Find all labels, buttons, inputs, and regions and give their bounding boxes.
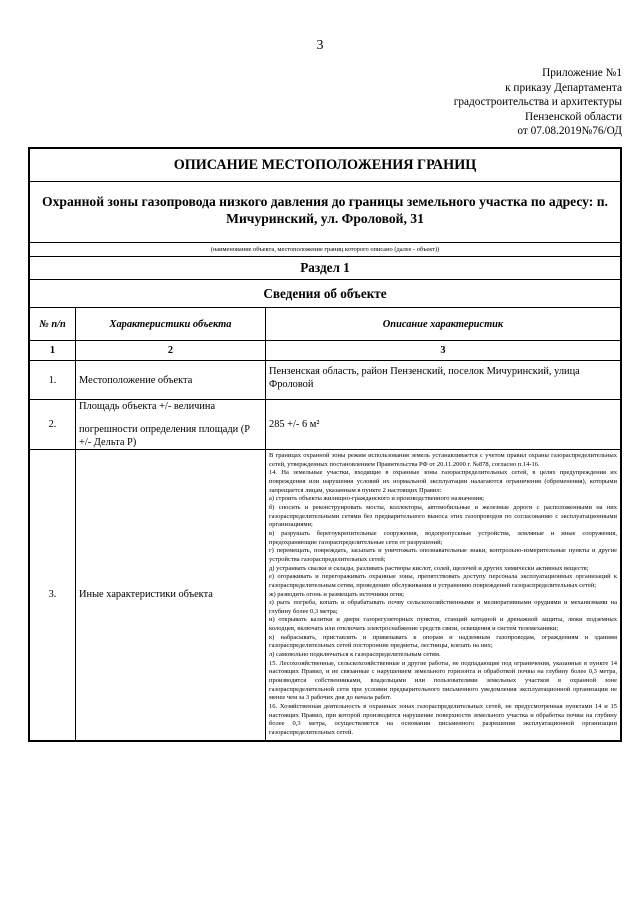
row-characteristic: Иные характеристики объекта: [76, 450, 266, 741]
paragraph: а) строить объекты жилищно-гражданского и производственного назначения;: [269, 495, 485, 503]
section-subtitle: Сведения об объекте: [30, 280, 621, 308]
header-characteristic: Характеристики объекта: [76, 308, 266, 341]
row-description: Пензенская область, район Пензенский, поселок Мичуринский, улица Фроловой: [266, 361, 621, 400]
paragraph: б) сносить и реконструировать мосты, коллекторы, автомобильные и железные дороги с расположенными на них газораспределительными сетями без предварительного выноса этих газопроводов по согласованию с эксплуатационными организациями;: [269, 503, 617, 529]
row-description: [266, 450, 621, 741]
paragraph: В границах охранной зоны режим использования земель устанавливается с учетом правил охраны газораспределительных сетей, утвержденных постановлением Правительства РФ от 20.11.2000 г. №878, согласно п.14-16.: [269, 452, 617, 468]
header-description: Описание характеристик: [266, 308, 621, 341]
row-number: 3.: [30, 450, 76, 741]
paragraph: г) перемещать, повреждать, засыпать и уничтожать опознавательные знаки, контрольно-измерительные пункты и другие устройства газораспределительных сетей;: [269, 547, 617, 563]
section-title: Раздел 1: [30, 257, 621, 280]
row-number: 2.: [30, 400, 76, 450]
table-header-row: [30, 308, 621, 341]
column-number: 1: [30, 341, 76, 361]
paragraph: е) огораживать и перегораживать охранные зоны, препятствовать доступу персонала эксплуатационных организаций к газораспределительным сетям, проведению обслуживания и устранению повреждений газораспределительных сетей;: [269, 573, 617, 589]
row-characteristic: [76, 400, 266, 450]
description-table: [29, 148, 621, 741]
table-row: [30, 450, 621, 741]
appendix-line: градостроительства и архитектуры: [453, 96, 622, 109]
paragraph: и) открывать калитки и двери газорегуляторных пунктов, станций катодной и дренажной защиты, люки подземных колодцев, включать или отключать электроснабжение средств связи, освещения и систем телемеханики;: [269, 616, 617, 633]
column-number-row: [30, 341, 621, 361]
document-frame: [28, 147, 622, 742]
page-number: 3: [316, 38, 324, 53]
appendix-line: от 07.08.2019№76/ОД: [517, 125, 622, 138]
paragraph: к) набрасывать, приставлять и привязывать к опорам и надземным газопроводам, ограждениям и зданиям газораспределительных сетей посторонние предметы, лестницы, влезать на них;: [269, 633, 617, 650]
paragraph: 14. На земельные участки, входящие в охранные зоны газораспределительных сетей, в целях предупреждения их повреждения или нарушения условий их нормальной эксплуатации налагаются ограничения (обременения), которыми запрещается лицам, указанным в пункте 2 настоящих Правил:: [269, 469, 617, 494]
document-subtitle: Охранной зоны газопровода низкого давления до границы земельного участка по адресу: п. Мичуринский, ул. Фроловой, 31: [30, 182, 621, 243]
table-row: [30, 400, 621, 450]
paragraph: д) устраивать свалки и склады, разливать растворы кислот, солей, щелочей и других химически активных веществ;: [269, 564, 589, 572]
row-number: 1.: [30, 361, 76, 400]
paragraph: з) рыть погреба, копать и обрабатывать почву сельскохозяйственными и мелиоративными орудиями и механизмами на глубину более 0,3 метра;: [269, 599, 617, 615]
area-label: Площадь объекта +/- величина: [79, 401, 216, 412]
paragraph: 16. Хозяйственная деятельность в охранных зонах газораспределительных сетей, не предусмотренная пунктами 14 и 15 настоящих Правил, при которой производится нарушение поверхности земельного участка и обработка почвы на глубину более 0,3 метра, осуществляется на основании письменного разрешения эксплуатационной организации газораспределительных сетей.: [269, 703, 617, 736]
appendix-line: Пензенской области: [525, 110, 622, 123]
paragraph: в) разрушать берегоукрепительные сооружения, водопропускные устройства, земляные и иные сооружения, предохраняющие газораспределительные сети от разрушений;: [269, 529, 617, 546]
object-note: (наименование объекта, местоположение границ которого описано (далее - объект)): [30, 243, 621, 257]
area-error-label: погрешности определения площади (Р +/- Дельта Р): [79, 424, 251, 448]
paragraph: ж) разводить огонь и размещать источники огня;: [269, 590, 405, 598]
document-title: ОПИСАНИЕ МЕСТОПОЛОЖЕНИЯ ГРАНИЦ: [30, 149, 621, 182]
paragraph: 15. Лесохозяйственные, сельскохозяйственные и другие работы, не подпадающие под ограничения, указанные в пункте 14 настоящих Правил, и не связанные с нарушением земельного горизонта и обработкой почвы на глубину более 0,3 метра, производятся собственниками, владельцами или пользователями земельных участков в охранной зоне газораспределительной сети при условии предварительного письменного уведомления эксплуатационной организации не менее чем за 3 рабочих дня до начала работ.: [269, 659, 617, 702]
appendix-line: к приказу Департамента: [505, 81, 622, 94]
appendix-block: [362, 66, 622, 139]
column-number: 2: [76, 341, 266, 361]
row-characteristic: Местоположение объекта: [76, 361, 266, 400]
paragraph: л) самовольно подключаться к газораспределительным сетям.: [269, 651, 441, 659]
column-number: 3: [266, 341, 621, 361]
appendix-line: Приложение №1: [542, 67, 622, 79]
table-row: [30, 361, 621, 400]
row-description: 285 +/- 6 м²: [266, 400, 621, 450]
header-number: № п/п: [30, 308, 76, 341]
